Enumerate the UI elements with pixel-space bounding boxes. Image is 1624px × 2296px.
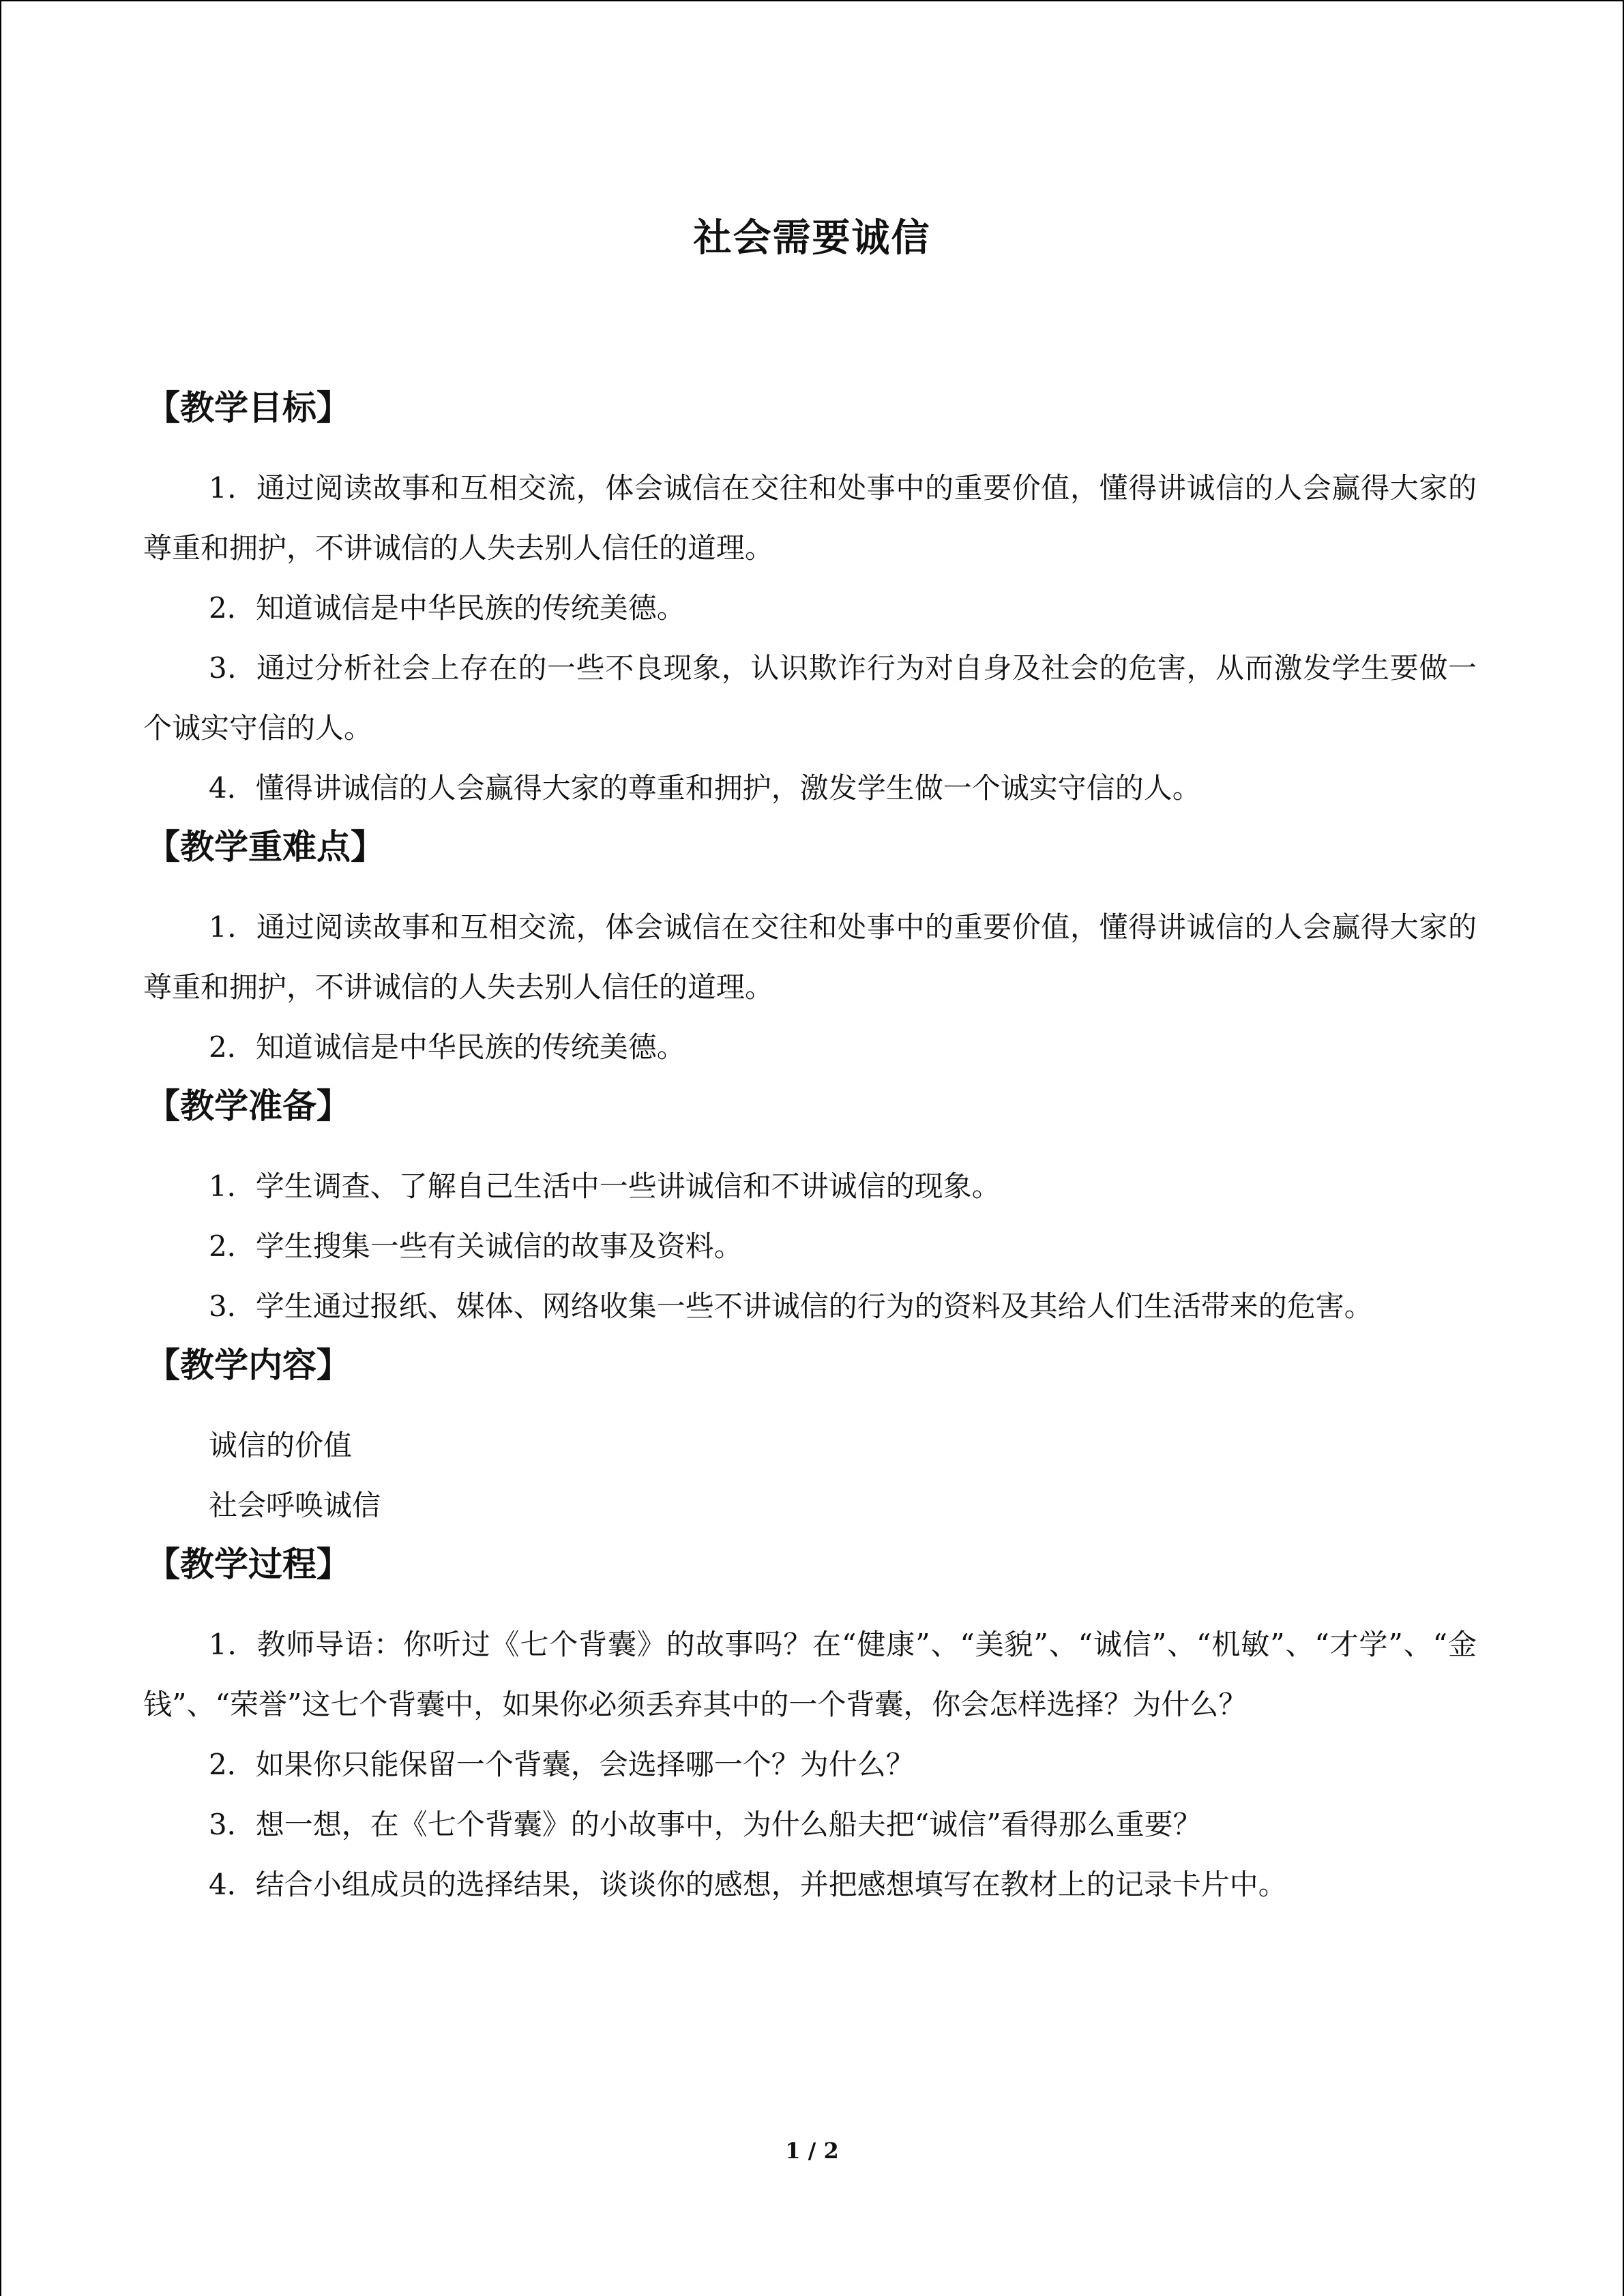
section-heading: 【教学内容】 xyxy=(146,1345,351,1385)
paragraph: 1．通过阅读故事和互相交流，体会诚信在交往和处事中的重要价值，懂得讲诚信的人会赢得大家的尊重和拥护，不讲诚信的人失去别人信任的道理。 xyxy=(143,910,1477,1004)
paragraph: 3．学生通过报纸、媒体、网络收集一些不讲诚信的行为的资料及其给人们生活带来的危害。 xyxy=(209,1289,1373,1323)
paragraph: 1．通过阅读故事和互相交流，体会诚信在交往和处事中的重要价值，懂得讲诚信的人会赢得大家的尊重和拥护，不讲诚信的人失去别人信任的道理。 xyxy=(143,471,1477,565)
section-content xyxy=(143,1341,1477,1536)
section-heading: 【教学准备】 xyxy=(146,1086,351,1126)
section-teaching-objectives xyxy=(143,383,1477,818)
section-heading: 【教学重难点】 xyxy=(146,827,385,867)
paragraph: 4．结合小组成员的选择结果，谈谈你的感想，并把感想填写在教材上的记录卡片中。 xyxy=(209,1868,1287,1901)
paragraph: 2．学生搜集一些有关诚信的故事及资料。 xyxy=(209,1229,743,1263)
section-heading: 【教学目标】 xyxy=(146,388,351,428)
section-process xyxy=(143,1540,1477,1915)
paragraph: 诚信的价值 xyxy=(209,1429,353,1462)
paragraph: 1．学生调查、了解自己生活中一些讲诚信和不讲诚信的现象。 xyxy=(209,1169,1001,1203)
paragraph: 1．教师导语：你听过《七个背囊》的故事吗？在“健康”、“美貌”、“诚信”、“机敏”、“才学”、“金钱”、“荣誉”这七个背囊中，如果你必须丢弃其中的一个背囊，你会怎样选择？为什么？ xyxy=(143,1628,1477,1721)
section-key-difficulties xyxy=(143,822,1477,1077)
paragraph: 3．通过分析社会上存在的一些不良现象，认识欺诈行为对自身及社会的危害，从而激发学生要做一个诚实守信的人。 xyxy=(143,651,1477,745)
paragraph: 2．如果你只能保留一个背囊，会选择哪一个？为什么？ xyxy=(209,1748,915,1781)
paragraph: 社会呼唤诚信 xyxy=(209,1489,381,1522)
section-preparation xyxy=(143,1082,1477,1337)
page-number: 1 / 2 xyxy=(785,2138,839,2164)
paragraph: 4．懂得讲诚信的人会赢得大家的尊重和拥护，激发学生做一个诚实守信的人。 xyxy=(209,771,1201,805)
paragraph: 2．知道诚信是中华民族的传统美德。 xyxy=(209,591,685,625)
paragraph: 3．想一想，在《七个背囊》的小故事中，为什么船夫把“诚信”看得那么重要？ xyxy=(209,1808,1202,1841)
paragraph: 2．知道诚信是中华民族的传统美德。 xyxy=(209,1030,685,1064)
document-body xyxy=(143,383,1477,1919)
document-title: 社会需要诚信 xyxy=(693,216,931,260)
section-heading: 【教学过程】 xyxy=(146,1545,351,1584)
